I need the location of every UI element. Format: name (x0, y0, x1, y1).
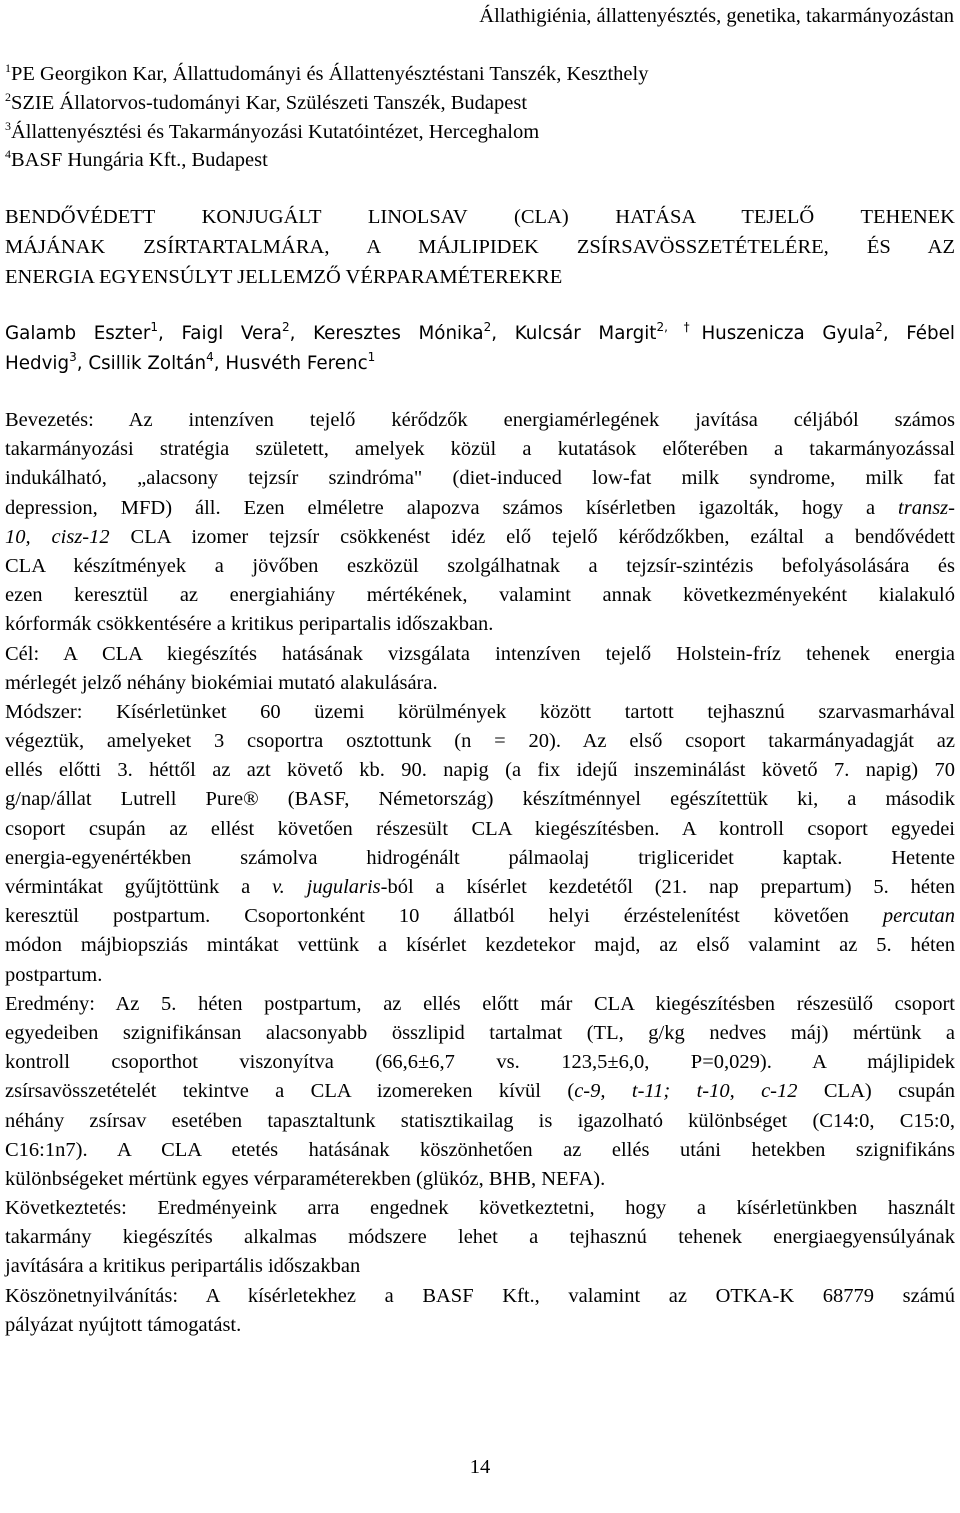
body-text: depression, MFD) áll. Ezen elméletre alapozva számos kísérletben igazolták, hogy a (5, 496, 876, 519)
italic-term: v. jugularis (272, 876, 381, 898)
affiliation-3 (5, 118, 945, 147)
body-line: pályázat nyújtott támogatást. (5, 1313, 242, 1336)
abstract-body (5, 406, 955, 1340)
body-line: g/nap/állat Lutrell Pure® (BASF, Németország) készítménnyel egészítettük ki, a második (5, 788, 955, 811)
body-line: csoport csupán az ellést követően részesült CLA kiegészítésben. A kontroll csoport egyedei (5, 817, 955, 840)
affiliation-marker: 1 (5, 61, 11, 75)
body-line: postpartum. (5, 963, 103, 986)
body-line: kórformák csökkentésére a kritikus peripartalis időszakban. (5, 613, 494, 636)
affiliation-marker: 4 (5, 147, 11, 162)
body-line: takarmányozási stratégia született, amelyek közül a kutatások előterében a takarmányozással (5, 438, 955, 461)
body-line: energia-egyenértékben számolva hidrogénált pálmaolaj trigliceridet kaptak. Hetente (5, 846, 955, 869)
body-line: Következtetés: Eredményeink arra engednek következtetni, hogy a kísérletünkben használt (5, 1197, 955, 1220)
title-line: ENERGIA EGYENSÚLYT JELLEMZŐ VÉRPARAMÉTEREKRE (5, 266, 563, 288)
body-line: kontroll csoporthot viszonyítva (66,6±6,7 vs. 123,5±6,0, P=0,029). A májlipidek (5, 1051, 955, 1074)
body-line (5, 523, 955, 552)
author-name: , Csillik Zoltán (76, 353, 207, 374)
body-text: CLA izomer tejzsír csökkenést idéz elő tejelő kérődzőkben, ezáltal a bendővédett (109, 525, 956, 548)
author-name: , Fébel (882, 323, 955, 344)
title-line: MÁJÁNAK ZSÍRTARTALMÁRA, A MÁJLIPIDEK ZSÍRSAVÖSSZETÉTELÉRE, ÉS AZ (5, 236, 955, 258)
author-name: Huszenicza Gyula (701, 323, 876, 344)
affiliation-4 (5, 146, 945, 175)
author-affiliation-marker: 2 (875, 320, 883, 334)
running-header: Állathigiénia, állattenyésztés, genetika, takarmányozástan (479, 5, 954, 27)
body-text: keresztül postpartum. Csoportonként 10 állatból helyi érzéstelenítést követően (5, 905, 849, 928)
author-name: Hedvig (5, 353, 70, 374)
authors-line-1 (5, 319, 955, 349)
body-line: néhány zsírsav esetében tapasztaltunk statisztikailag is igazolható különbséget (C14:0, C15:0, (5, 1109, 955, 1132)
affiliation-1 (5, 60, 945, 89)
author-affiliation-marker: 1 (150, 320, 158, 334)
italic-term: transz- (898, 496, 955, 519)
author-name: , Keresztes Mónika (289, 323, 484, 344)
affiliations (5, 60, 945, 175)
body-line: ezen keresztül az energiahiány mértékének, valamint annak következményeként kialakuló (5, 584, 955, 607)
body-line: CLA készítmények a jövőben eszközül szolgálhatnak a tejzsír-szintézis befolyásolására és (5, 554, 955, 577)
body-line (5, 902, 955, 931)
author-affiliation-marker: 2 (483, 320, 492, 334)
body-line: egyedeiben szignifikánsan alacsonyabb összlipid tartalmat (TL, g/kg nedves máj) mértünk a (5, 1021, 955, 1044)
authors-line-2 (5, 349, 955, 379)
affiliation-2 (5, 89, 945, 118)
body-line: indukálható, „alacsony tejzsír szindróma" (diet-induced low-fat milk syndrome, milk fat (5, 467, 955, 490)
body-line: módon májbiopsziás mintákat vettünk a kísérlet kezdetekor majd, az első valamint az 5. héten (5, 934, 955, 957)
body-line: mérlegét jelző néhány biokémiai mutató alakulására. (5, 671, 438, 694)
authors (5, 319, 955, 379)
body-line (5, 873, 955, 902)
body-line (5, 494, 955, 523)
author-affiliation-marker: 3 (69, 350, 77, 364)
affiliation-text: SZIE Állatorvos-tudományi Kar, Szülészeti Tanszék, Budapest (11, 91, 528, 114)
body-line: Eredmény: Az 5. héten postpartum, az ellés előtt már CLA kiegészítésben részesülő csoport (5, 992, 955, 1015)
body-text: CLA) csupán (797, 1080, 956, 1103)
body-line: ellés előtti 3. héttől az azt követő kb. 90. napig (a fix idejű inszeminálást követő 7. napig) 70 (5, 759, 955, 782)
body-text: zsírsavösszetételét tekintve a CLA izomereken kívül ( (5, 1080, 575, 1103)
affiliation-text: BASF Hungária Kft., Budapest (11, 149, 268, 172)
affiliation-marker: 3 (5, 118, 11, 133)
title-line: BENDŐVÉDETT KONJUGÁLT LINOLSAV (CLA) HATÁSA TEJELŐ TEHENEK (5, 206, 955, 228)
affiliation-text: PE Georgikon Kar, Állattudományi és Állattenyésztéstani Tanszék, Keszthely (11, 63, 649, 85)
page-number: 14 (469, 1456, 491, 1478)
author-affiliation-marker: 1 (367, 350, 376, 364)
body-line: javítására a kritikus peripartális időszakban (5, 1255, 361, 1278)
italic-term: 10, cisz-12 (5, 525, 110, 548)
author-affiliation-marker: 2, † (656, 320, 702, 334)
author-affiliation-marker: 2 (281, 320, 290, 334)
italic-term: percutan (882, 905, 956, 928)
body-line: takarmány kiegészítés alkalmas módszere lehet a tejhasznú tehenek energiaegyensúlyának (5, 1226, 955, 1249)
body-line: különbségeket mértünk egyes vérparaméterekben (glükóz, BHB, NEFA). (5, 1167, 606, 1190)
author-affiliation-marker: 4 (206, 350, 214, 364)
affiliation-text: Állattenyésztési és Takarmányozási Kutatóintézet, Herceghalom (11, 120, 540, 143)
article-title (5, 202, 955, 292)
italic-term: c-9, t-11; t-10, c-12 (574, 1080, 798, 1103)
body-line: Köszönetnyilvánítás: A kísérletekhez a BASF Kft., valamint az OTKA-K 68779 számú (5, 1284, 955, 1307)
author-name: Galamb Eszter (5, 323, 151, 344)
body-text: -ból a kísérlet kezdetétől (21. nap prepartum) 5. héten (380, 876, 955, 898)
body-line: C16:1n7). A CLA etetés hatásának köszönhetően az ellés utáni hetekben szignifikáns (5, 1138, 955, 1161)
author-name: , Kulcsár Margit (491, 323, 657, 344)
body-line: Cél: A CLA kiegészítés hatásának vizsgálata intenzíven tejelő Holstein-fríz tehenek energia (5, 642, 955, 665)
author-name: , Faigl Vera (157, 323, 282, 344)
body-line (5, 1077, 955, 1106)
author-name: , Husvéth Ferenc (213, 353, 368, 374)
body-text: vérmintákat gyűjtöttünk a (5, 876, 273, 898)
body-line: végeztük, amelyeket 3 csoportra osztottunk (n = 20). Az első csoport takarmányadagját az (5, 730, 955, 753)
body-line: Bevezetés: Az intenzíven tejelő kérődzők energiamérlegének javítása céljából számos (5, 409, 955, 431)
affiliation-marker: 2 (5, 89, 11, 104)
body-line: Módszer: Kísérletünket 60 üzemi körülmények között tartott tejhasznú szarvasmarhával (5, 700, 955, 723)
